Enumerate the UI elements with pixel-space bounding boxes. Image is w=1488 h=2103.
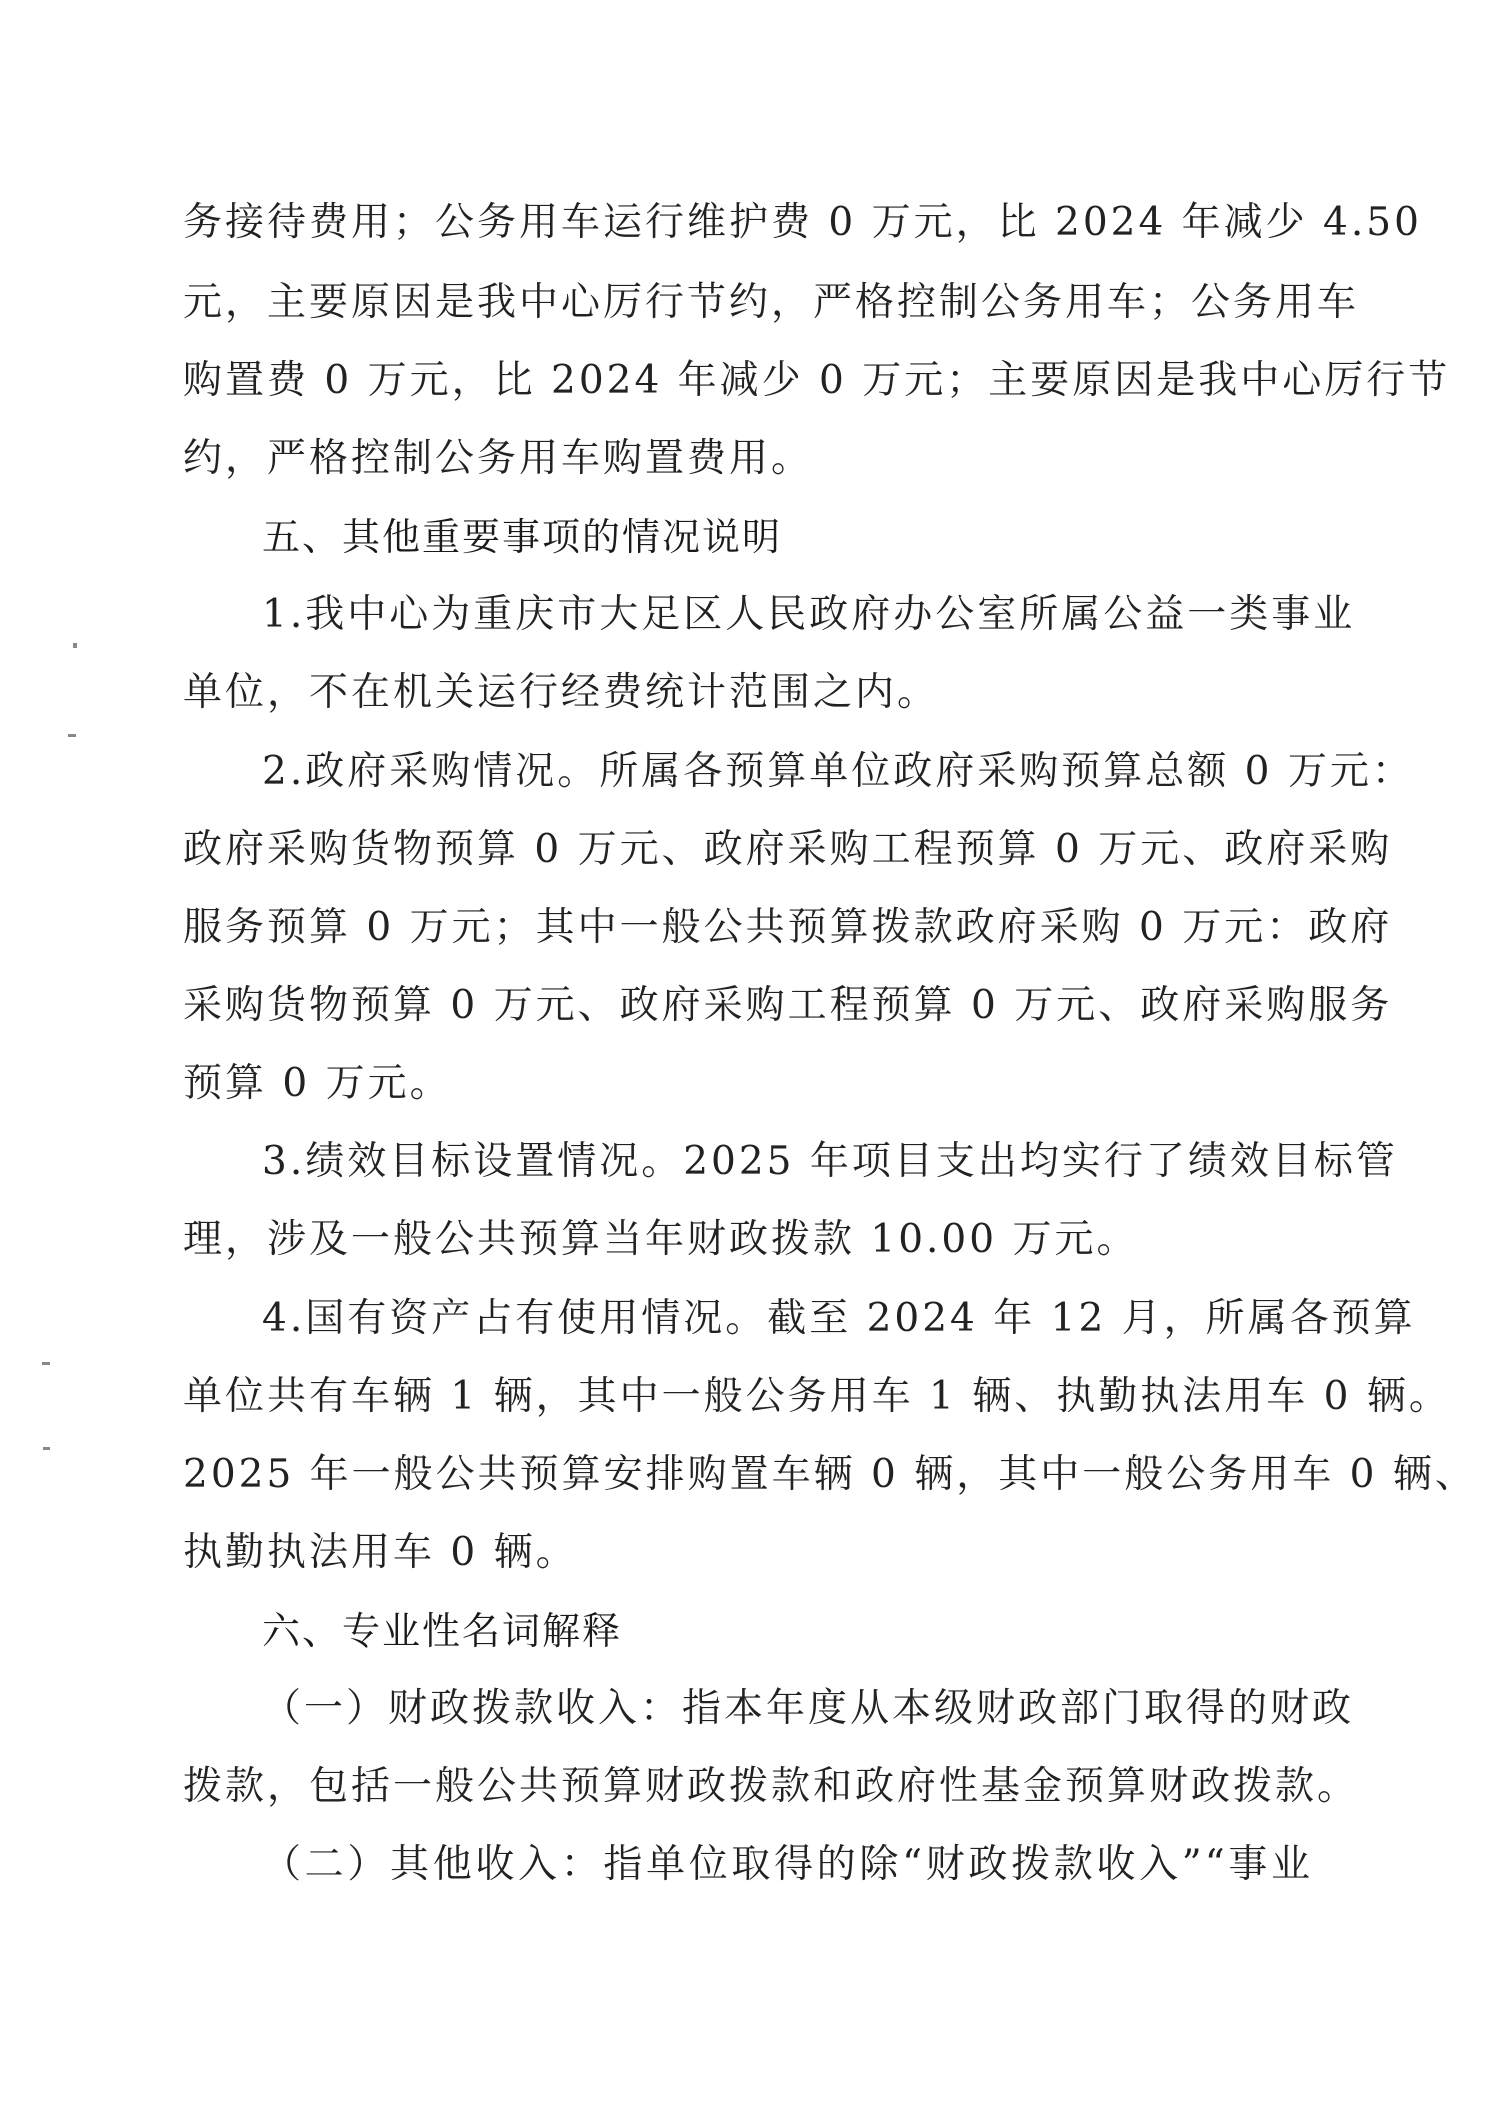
- body-line: 3.绩效目标设置情况。2025 年项目支出均实行了绩效目标管: [262, 1139, 1398, 1184]
- scan-speck: [43, 1447, 50, 1450]
- body-line: （一）财政拨款收入：指本年度从本级财政部门取得的财政: [262, 1686, 1355, 1731]
- body-line: 单位，不在机关运行经费统计范围之内。: [183, 670, 940, 715]
- scan-speck: [42, 1362, 50, 1365]
- body-line: 约，严格控制公务用车购置费用。: [183, 436, 814, 481]
- body-line: 预算 0 万元。: [183, 1061, 452, 1106]
- scan-speck: [68, 734, 76, 737]
- section-heading-5: 五、其他重要事项的情况说明: [262, 515, 783, 559]
- body-line: 服务预算 0 万元；其中一般公共预算拨款政府采购 0 万元：政府: [183, 905, 1393, 950]
- body-line: 拨款，包括一般公共预算财政拨款和政府性基金预算财政拨款。: [183, 1764, 1360, 1809]
- body-line: 执勤执法用车 0 辆。: [183, 1530, 578, 1575]
- body-line: （二）其他收入：指单位取得的除“财政拨款收入”“事业: [262, 1842, 1313, 1887]
- body-line: 2.政府采购情况。所属各预算单位政府采购预算总额 0 万元：: [262, 749, 1414, 794]
- body-line: 1.我中心为重庆市大足区人民政府办公室所属公益一类事业: [262, 592, 1356, 637]
- section-heading-6: 六、专业性名词解释: [262, 1609, 623, 1653]
- body-line: 元，主要原因是我中心厉行节约，严格控制公务用车；公务用车: [183, 280, 1360, 325]
- body-line: 务接待费用；公务用车运行维护费 0 万元，比 2024 年减少 4.50: [183, 200, 1422, 245]
- body-line: 单位共有车辆 1 辆，其中一般公务用车 1 辆、执勤执法用车 0 辆。: [183, 1374, 1451, 1419]
- body-line: 4.国有资产占有使用情况。截至 2024 年 12 月，所属各预算: [262, 1296, 1416, 1341]
- body-line: 政府采购货物预算 0 万元、政府采购工程预算 0 万元、政府采购: [183, 827, 1393, 872]
- body-line: 理，涉及一般公共预算当年财政拨款 10.00 万元。: [183, 1217, 1139, 1262]
- scan-speck: [73, 643, 77, 648]
- body-line: 购置费 0 万元，比 2024 年减少 0 万元；主要原因是我中心厉行节: [183, 358, 1451, 403]
- body-line: 2025 年一般公共预算安排购置车辆 0 辆，其中一般公务用车 0 辆、: [183, 1452, 1477, 1497]
- body-line: 采购货物预算 0 万元、政府采购工程预算 0 万元、政府采购服务: [183, 983, 1393, 1028]
